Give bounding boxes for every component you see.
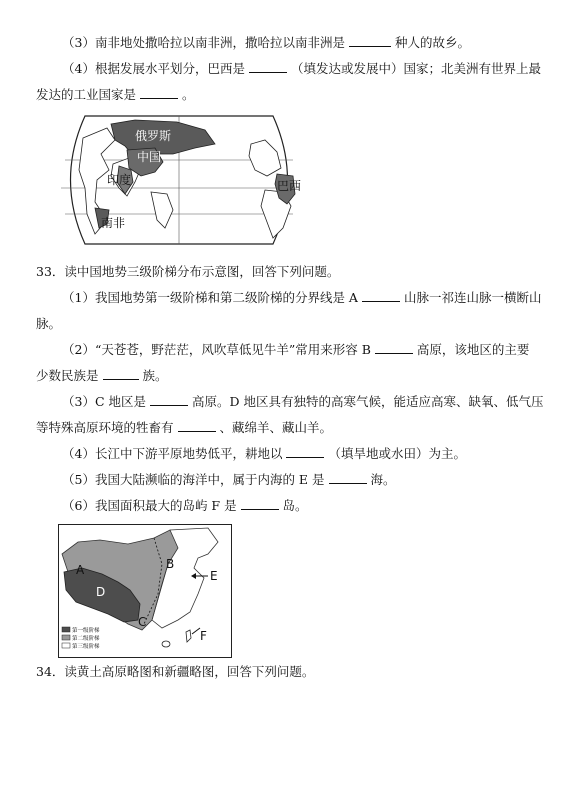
answer-blank[interactable]: [103, 368, 139, 380]
legend-second-step: 第二级阶梯: [72, 636, 100, 642]
question-33-item-1-line2: 脉。: [36, 316, 62, 331]
question-33-item-6: （6）我国面积最大的岛屿 F 是 岛。: [62, 498, 308, 513]
answer-blank[interactable]: [140, 87, 178, 99]
label-e: E: [210, 569, 218, 583]
question-34-stem: 34．读黄土高原略图和新疆略图，回答下列问题。: [36, 664, 315, 679]
question-33-item-3-line2: 等特殊高原环境的牲畜有 、藏绵羊、藏山羊。: [36, 420, 332, 435]
question-33-item-5: （5）我国大陆濒临的海洋中，属于内海的 E 是 海。: [62, 472, 396, 487]
answer-blank[interactable]: [362, 290, 400, 302]
question-33-item-1-line1: （1）我国地势第一级阶梯和第二级阶梯的分界线是 A 山脉一祁连山脉一横断山: [62, 290, 542, 305]
answer-blank[interactable]: [178, 420, 216, 432]
question-item-3: （3）南非地处撒哈拉以南非洲，撒哈拉以南非洲是 种人的故乡。: [62, 35, 470, 50]
answer-blank[interactable]: [286, 446, 324, 458]
label-china: 中国: [137, 150, 162, 164]
question-33-stem: 33．读中国地势三级阶梯分布示意图，回答下列问题。: [36, 264, 340, 279]
label-brazil: 巴西: [277, 179, 302, 193]
question-33-item-4: （4）长江中下游平原地势低平，耕地以 （填旱地或水田）为主。: [62, 446, 466, 461]
answer-blank[interactable]: [249, 61, 287, 73]
world-map-figure: [55, 110, 303, 250]
legend-third-step: 第三级阶梯: [72, 644, 100, 650]
label-f: F: [200, 629, 207, 643]
answer-blank[interactable]: [241, 498, 279, 510]
label-b: B: [166, 557, 175, 571]
question-33-item-2-line2: 少数民族是 族。: [36, 368, 168, 383]
label-d: D: [96, 585, 106, 599]
answer-blank[interactable]: [349, 35, 391, 47]
china-terrain-map-figure: [58, 524, 232, 658]
label-a: A: [76, 563, 85, 577]
label-c: C: [138, 615, 147, 629]
question-item-4-line2: 发达的工业国家是 。: [36, 87, 195, 102]
question-33-item-2-line1: （2）“天苍苍，野茫茫，风吹草低见牛羊”常用来形容 B 高原，该地区的主要: [62, 342, 530, 357]
label-india: 印度: [107, 173, 132, 187]
map-legend: [62, 626, 100, 650]
question-item-4-line1: （4）根据发展水平划分，巴西是 （填发达或发展中）国家；北美洲有世界上最: [62, 61, 541, 76]
label-russia: 俄罗斯: [135, 129, 172, 143]
answer-blank[interactable]: [375, 342, 413, 354]
answer-blank[interactable]: [150, 394, 188, 406]
question-33-item-3-line1: （3）C 地区是 高原。D 地区具有独特的高寒气候，能适应高寒、缺氧、低气压: [62, 394, 544, 409]
legend-first-step: 第一级阶梯: [72, 628, 100, 634]
answer-blank[interactable]: [329, 472, 367, 484]
label-south-africa: 南非: [101, 216, 126, 230]
